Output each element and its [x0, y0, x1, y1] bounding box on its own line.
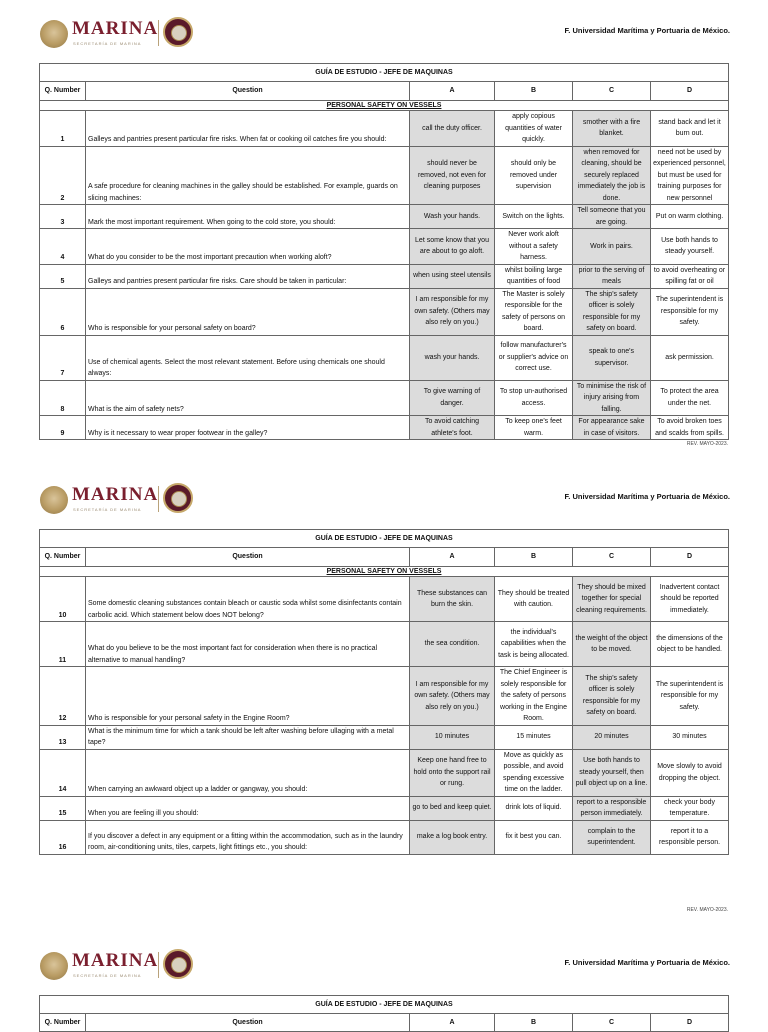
table-title: GUÍA DE ESTUDIO - JEFE DE MAQUINAS: [40, 64, 729, 82]
option-b: follow manufacturer's or supplier's advice on correct use.: [495, 335, 573, 380]
col-header-qnumber: Q. Number: [40, 82, 86, 101]
col-header-d: D: [651, 1014, 729, 1032]
option-b: Never work aloft without a safety harness.: [495, 229, 573, 265]
option-d: The superintendent is responsible for my safety.: [651, 288, 729, 335]
option-b: To keep one's feet warm.: [495, 416, 573, 440]
option-a: make a log book entry.: [410, 820, 495, 854]
option-c: Tell someone that you are going.: [573, 205, 651, 229]
option-a: the sea condition.: [410, 622, 495, 667]
revision-note: REV. MAYO-2023.: [686, 907, 728, 913]
option-d: ask permission.: [651, 335, 729, 380]
col-header-qnumber: Q. Number: [40, 548, 86, 567]
question-text: Mark the most important requirement. When going to the cold store, you should:: [86, 205, 410, 229]
option-d: Use both hands to steady yourself.: [651, 229, 729, 265]
option-c: speak to one's supervisor.: [573, 335, 651, 380]
option-a: should never be removed, not even for cleaning purposes: [410, 146, 495, 205]
question-text: Why is it necessary to wear proper footwear in the galley?: [86, 416, 410, 440]
option-a: Let some know that you are about to go aloft.: [410, 229, 495, 265]
option-d: Move slowly to avoid dropping the object.: [651, 749, 729, 796]
option-a: when using steel utensils: [410, 264, 495, 288]
option-c: complain to the superintendent.: [573, 820, 651, 854]
question-number: 16: [40, 820, 86, 854]
option-d: report it to a responsible person.: [651, 820, 729, 854]
question-table: [39, 995, 729, 1032]
col-header-d: D: [651, 548, 729, 567]
option-d: need not be used by experienced personnel, but must be used for training purposes for new personnel: [651, 146, 729, 205]
question-text: Galleys and pantries present particular fire risks. Care should be taken in particular:: [86, 264, 410, 288]
option-d: Put on warm clothing.: [651, 205, 729, 229]
question-number: 4: [40, 229, 86, 265]
table-title: GUÍA DE ESTUDIO - JEFE DE MAQUINAS: [40, 996, 729, 1014]
option-c: For appearance sake in case of visitors.: [573, 416, 651, 440]
option-d: check your body temperature.: [651, 796, 729, 820]
col-header-c: C: [573, 82, 651, 101]
question-text: A safe procedure for cleaning machines in the galley should be established. For example, guards on slicing machines:: [86, 146, 410, 205]
question-number: 7: [40, 335, 86, 380]
col-header-c: C: [573, 1014, 651, 1032]
question-number: 15: [40, 796, 86, 820]
question-text: Use of chemical agents. Select the most relevant statement. Before using chemicals one should always:: [86, 335, 410, 380]
question-number: 2: [40, 146, 86, 205]
option-b: Move as quickly as possible, and avoid spending excessive time on the ladder.: [495, 749, 573, 796]
question-number: 8: [40, 380, 86, 416]
option-b: 15 minutes: [495, 725, 573, 749]
option-d: stand back and let it burn out.: [651, 111, 729, 147]
option-a: call the duty officer.: [410, 111, 495, 147]
option-c: 20 minutes: [573, 725, 651, 749]
marina-logo: MARINA: [72, 18, 159, 39]
question-number: 12: [40, 667, 86, 726]
col-header-b: B: [495, 548, 573, 567]
university-name: F. Universidad Marítima y Portuaria de México.: [564, 958, 730, 967]
option-b: drink lots of liquid.: [495, 796, 573, 820]
section-title: PERSONAL SAFETY ON VESSELS: [40, 101, 729, 111]
option-b: whilst boiling large quantities of food: [495, 264, 573, 288]
option-b: fix it best you can.: [495, 820, 573, 854]
col-header-b: B: [495, 1014, 573, 1032]
option-a: Keep one hand free to hold onto the support rail or rung.: [410, 749, 495, 796]
mexico-emblem-icon: [40, 952, 68, 980]
logo-divider: [158, 952, 159, 978]
option-c: Use both hands to steady yourself, then pull object up on a line.: [573, 749, 651, 796]
option-a: I am responsible for my own safety. (Others may also rely on you.): [410, 667, 495, 726]
option-a: To give warning of danger.: [410, 380, 495, 416]
option-d: 30 minutes: [651, 725, 729, 749]
col-header-a: A: [410, 1014, 495, 1032]
option-c: when removed for cleaning, should be securely replaced immediately the job is done.: [573, 146, 651, 205]
question-text: Some domestic cleaning substances contain bleach or caustic soda whilst some disinfectants contain carbolic acid. Which statement below does NOT belong?: [86, 577, 410, 622]
question-text: Galleys and pantries present particular fire risks. When fat or cooking oil catches fire you should:: [86, 111, 410, 147]
col-header-c: C: [573, 548, 651, 567]
question-text: What is the aim of safety nets?: [86, 380, 410, 416]
option-a: To avoid catching athlete's foot.: [410, 416, 495, 440]
marina-logo: MARINA: [72, 484, 159, 505]
option-d: The superintendent is responsible for my safety.: [651, 667, 729, 726]
question-number: 1: [40, 111, 86, 147]
col-header-b: B: [495, 82, 573, 101]
question-number: 13: [40, 725, 86, 749]
question-number: 11: [40, 622, 86, 667]
question-number: 5: [40, 264, 86, 288]
option-c: prior to the serving of meals: [573, 264, 651, 288]
university-name: F. Universidad Marítima y Portuaria de México.: [564, 492, 730, 501]
col-header-question: Question: [86, 1014, 410, 1032]
university-name: F. Universidad Marítima y Portuaria de México.: [564, 26, 730, 35]
question-number: 10: [40, 577, 86, 622]
option-d: Inadvertent contact should be reported immediately.: [651, 577, 729, 622]
option-c: smother with a fire blanket.: [573, 111, 651, 147]
question-text: If you discover a defect in any equipment or a fitting within the accommodation, such as in the laundry room, air-conditioning units, tiles, carpets, light fittings etc., you should:: [86, 820, 410, 854]
option-c: The ship's safety officer is solely responsible for my safety on board.: [573, 288, 651, 335]
option-d: to avoid overheating or spilling fat or oil: [651, 264, 729, 288]
question-number: 9: [40, 416, 86, 440]
option-a: go to bed and keep quiet.: [410, 796, 495, 820]
option-a: 10 minutes: [410, 725, 495, 749]
option-c: The ship's safety officer is solely responsible for my safety on board.: [573, 667, 651, 726]
university-seal-icon: [163, 949, 193, 979]
marina-logo-subtext: SECRETARÍA DE MARINA: [73, 507, 142, 512]
marina-logo-subtext: SECRETARÍA DE MARINA: [73, 973, 142, 978]
option-a: Wash your hands.: [410, 205, 495, 229]
col-header-a: A: [410, 548, 495, 567]
question-text: What is the minimum time for which a tank should be left after washing before ullaging with a metal tape?: [86, 725, 410, 749]
question-text: When carrying an awkward object up a ladder or gangway, you should:: [86, 749, 410, 796]
question-number: 3: [40, 205, 86, 229]
option-c: They should be mixed together for special cleaning requirements.: [573, 577, 651, 622]
option-b: The Master is solely responsible for the safety of persons on board.: [495, 288, 573, 335]
question-number: 14: [40, 749, 86, 796]
section-title: PERSONAL SAFETY ON VESSELS: [40, 567, 729, 577]
option-a: wash your hands.: [410, 335, 495, 380]
col-header-question: Question: [86, 548, 410, 567]
marina-logo: MARINA: [72, 950, 159, 971]
col-header-a: A: [410, 82, 495, 101]
revision-note: REV. MAYO-2023.: [686, 441, 728, 447]
option-d: the dimensions of the object to be handled.: [651, 622, 729, 667]
option-c: report to a responsible person immediately.: [573, 796, 651, 820]
question-text: What do you consider to be the most important precaution when working aloft?: [86, 229, 410, 265]
option-d: To protect the area under the net.: [651, 380, 729, 416]
question-text: What do you believe to be the most important fact for consideration when there is no practical alternative to manual handling?: [86, 622, 410, 667]
option-b: the individual's capabilities when the task is being allocated.: [495, 622, 573, 667]
col-header-d: D: [651, 82, 729, 101]
table-title-row: [40, 996, 729, 1014]
option-b: Switch on the lights.: [495, 205, 573, 229]
option-c: To minimise the risk of injury arising from falling.: [573, 380, 651, 416]
option-b: To stop un-authorised access.: [495, 380, 573, 416]
col-header-question: Question: [86, 82, 410, 101]
page-header: [40, 948, 730, 988]
marina-logo-subtext: SECRETARÍA DE MARINA: [73, 41, 142, 46]
option-b: The Chief Engineer is solely responsible for the safety of persons working in the Engine Room.: [495, 667, 573, 726]
option-b: should only be removed under supervision: [495, 146, 573, 205]
question-number: 6: [40, 288, 86, 335]
column-header-row: [40, 1014, 729, 1032]
option-c: the weight of the object to be moved.: [573, 622, 651, 667]
question-text: When you are feeling ill you should:: [86, 796, 410, 820]
table-title: GUÍA DE ESTUDIO - JEFE DE MAQUINAS: [40, 530, 729, 548]
question-text: Who is responsible for your personal safety on board?: [86, 288, 410, 335]
option-d: To avoid broken toes and scalds from spills.: [651, 416, 729, 440]
option-a: These substances can burn the skin.: [410, 577, 495, 622]
col-header-qnumber: Q. Number: [40, 1014, 86, 1032]
option-c: Work in pairs.: [573, 229, 651, 265]
option-b: They should be treated with caution.: [495, 577, 573, 622]
question-text: Who is responsible for your personal safety in the Engine Room?: [86, 667, 410, 726]
option-a: I am responsible for my own safety. (Others may also rely on you.): [410, 288, 495, 335]
option-b: apply copious quantities of water quickly.: [495, 111, 573, 147]
